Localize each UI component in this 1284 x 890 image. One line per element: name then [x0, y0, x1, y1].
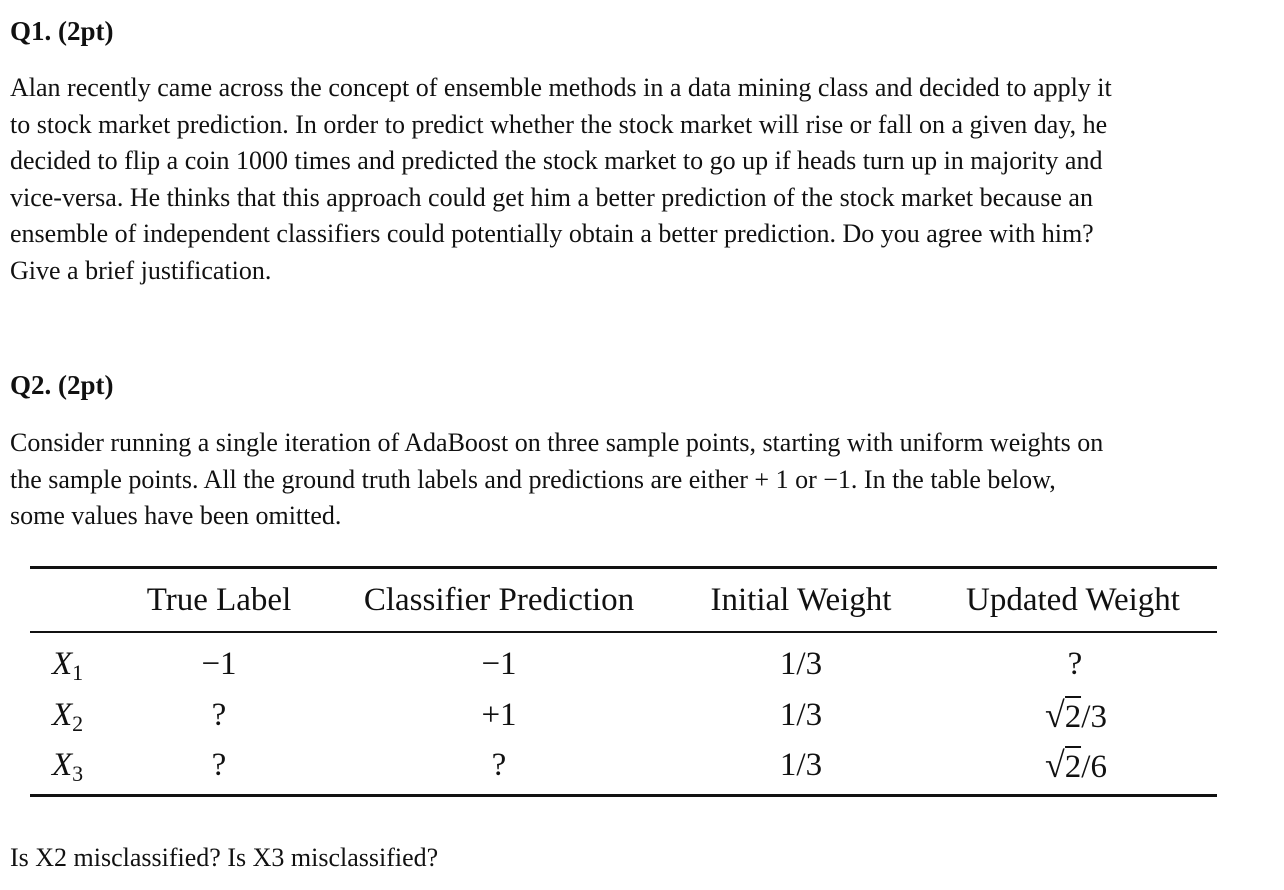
row-subscript: 1: [72, 660, 84, 685]
x3-updated-weight: [1045, 745, 1107, 787]
row-label-x1: [52, 644, 83, 693]
q1-line: vice-versa. He thinks that this approach could get him a better prediction of the stock market because an: [10, 182, 1093, 212]
q2-line: Consider running a single iteration of AdaBoost on three sample points, starting with uniform weights on: [10, 428, 1104, 457]
x1-true-label: −1: [201, 646, 237, 682]
x1-initial-weight: 1/3: [779, 646, 823, 682]
x2-initial-weight: 1/3: [779, 697, 823, 733]
q2-line: some values have been omitted.: [10, 501, 342, 530]
radicand: 2: [1065, 696, 1082, 735]
x2-prediction: +1: [481, 697, 517, 733]
row-subscript: 2: [72, 711, 84, 736]
header-updated-weight: Updated Weight: [966, 582, 1180, 618]
q2-paragraph: [10, 425, 1272, 535]
radical-sign: √: [1045, 745, 1065, 785]
table-header-rule: [30, 631, 1217, 633]
x2-true-label: ?: [211, 697, 227, 733]
q1-line: to stock market prediction. In order to predict whether the stock market will rise or fall on a given day, he: [10, 109, 1108, 139]
x3-initial-weight: 1/3: [779, 747, 823, 783]
header-initial-weight: Initial Weight: [710, 582, 892, 618]
denominator: /6: [1081, 749, 1107, 785]
x1-updated-weight: ?: [1067, 646, 1083, 682]
radicand: 2: [1065, 746, 1082, 785]
denominator: /3: [1081, 699, 1107, 735]
q2-line: the sample points. All the ground truth labels and predictions are either + 1 or −1. In the table below,: [10, 464, 1056, 494]
row-var: X: [52, 646, 73, 682]
q1-title: Q1. (2pt): [10, 16, 114, 46]
sqrt-expression: [1045, 695, 1081, 737]
row-var: X: [52, 697, 73, 733]
x3-true-label: ?: [211, 747, 227, 783]
table-top-rule: [30, 566, 1217, 569]
q2-title: Q2. (2pt): [10, 370, 114, 400]
q1-line: Give a brief justification.: [10, 255, 272, 285]
q1-line: ensemble of independent classifiers could potentially obtain a better prediction. Do you agree with him?: [10, 219, 1094, 248]
x1-prediction: −1: [481, 646, 517, 682]
row-var: X: [52, 747, 73, 783]
table-bottom-rule: [30, 794, 1217, 797]
row-label-x3: [52, 745, 83, 794]
x2-updated-weight: [1045, 695, 1107, 737]
header-true-label: True Label: [146, 582, 292, 618]
row-label-x2: [52, 695, 83, 744]
sqrt-expression: [1045, 745, 1081, 787]
row-subscript: 3: [72, 761, 84, 786]
q1-line: Alan recently came across the concept of ensemble methods in a data mining class and decided to apply it: [10, 73, 1112, 102]
q2-followup-question: Is X2 misclassified? Is X3 misclassified?: [10, 843, 439, 872]
q1-paragraph: [10, 70, 1272, 289]
header-classifier-prediction: Classifier Prediction: [363, 582, 635, 618]
radical-sign: √: [1045, 695, 1065, 735]
q1-line: decided to flip a coin 1000 times and predicted the stock market to go up if heads turn up in majority and: [10, 146, 1103, 175]
x3-prediction: ?: [491, 747, 507, 783]
